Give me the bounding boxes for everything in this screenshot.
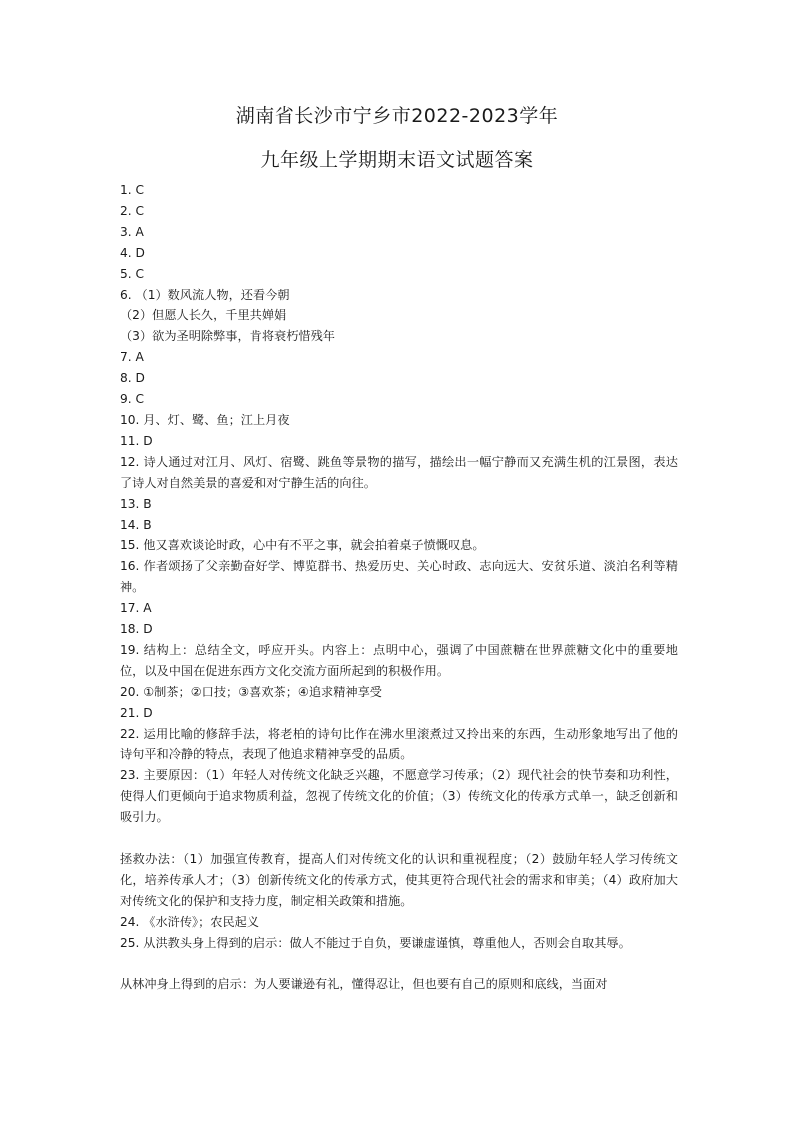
answer-6-part1: 6. （1）数风流人物，还看今朝 <box>120 287 290 302</box>
answer-18: 18. D <box>120 622 153 637</box>
document-title-line2: 九年级上学期期末语文试题答案 <box>260 149 534 171</box>
answer-24: 24. 《水浒传》；农民起义 <box>120 914 260 929</box>
answer-13: 13. B <box>120 496 152 511</box>
answer-23-remedy: 拯救办法：（1）加强宣传教育，提高人们对传统文化的认识和重视程度；（2）鼓励年轻人学习传统文化，培养传承人才；（3）创新传统文化的传承方式，使其更符合现代社会的需求和审美；（4）政府加大对传统文化的保护和支持力度，制定相关政策和措施。 <box>120 851 678 908</box>
answer-7: 7. A <box>120 350 144 365</box>
answer-6-part2: （2）但愿人长久，千里共婵娟 <box>120 308 287 323</box>
answer-20: 20. ①制茶；②口技；③喜欢茶；④追求精神享受 <box>120 684 382 699</box>
answer-17: 17. A <box>120 601 152 616</box>
answer-10: 10. 月、灯、鹭、鱼；江上月夜 <box>120 412 290 427</box>
paragraph-gap <box>120 828 678 849</box>
answer-16: 16. 作者颂扬了父亲勤奋好学、博览群书、热爱历史、关心时政、志向远大、安贫乐道、淡泊名利等精神。 <box>120 559 678 595</box>
answer-2: 2. C <box>120 203 145 218</box>
answer-12: 12. 诗人通过对江月、风灯、宿鹭、跳鱼等景物的描写，描绘出一幅宁静而又充满生机的江景图，表达了诗人对自然美景的喜爱和对宁静生活的向往。 <box>120 454 678 490</box>
answer-22: 22. 运用比喻的修辞手法，将老柏的诗句比作在沸水里滚煮过又拎出来的东西，生动形象地写出了他的诗句平和冷静的特点，表现了他追求精神享受的品质。 <box>120 726 678 762</box>
answer-19: 19. 结构上：总结全文，呼应开头。内容上：点明中心，强调了中国蔗糖在世界蔗糖文化中的重要地位，以及中国在促进东西方文化交流方面所起到的积极作用。 <box>120 642 678 678</box>
answer-4: 4. D <box>120 245 145 260</box>
answer-14: 14. B <box>120 517 152 532</box>
answer-9: 9. C <box>120 392 145 407</box>
answer-1: 1. C <box>120 183 145 197</box>
answer-list <box>120 180 678 995</box>
document-title-line1: 湖南省长沙市宁乡市2022-2023学年 <box>235 105 559 127</box>
answer-25-lin-chong: 从林冲身上得到的启示：为人要谦逊有礼，懂得忍让，但也要有自己的原则和底线，当面对 <box>120 977 608 992</box>
answer-6-part3: （3）欲为圣明除弊事，肯将衰朽惜残年 <box>120 329 335 344</box>
answer-21: 21. D <box>120 705 153 720</box>
answer-8: 8. D <box>120 371 145 386</box>
answer-25: 25. 从洪教头身上得到的启示：做人不能过于自负，要谦虚谨慎，尊重他人，否则会自取其辱。 <box>120 935 631 950</box>
answer-23: 23. 主要原因：（1）年轻人对传统文化缺乏兴趣，不愿意学习传承；（2）现代社会的快节奏和功利性，使得人们更倾向于追求物质利益，忽视了传统文化的价值；（3）传统文化的传承方式单一，缺乏创新和吸引力。 <box>120 768 678 825</box>
paragraph-gap <box>120 954 678 975</box>
answer-15: 15. 他又喜欢谈论时政，心中有不平之事，就会拍着桌子愤慨叹息。 <box>120 538 485 553</box>
answer-5: 5. C <box>120 266 145 281</box>
answer-3: 3. A <box>120 224 144 239</box>
answer-11: 11. D <box>120 433 153 448</box>
